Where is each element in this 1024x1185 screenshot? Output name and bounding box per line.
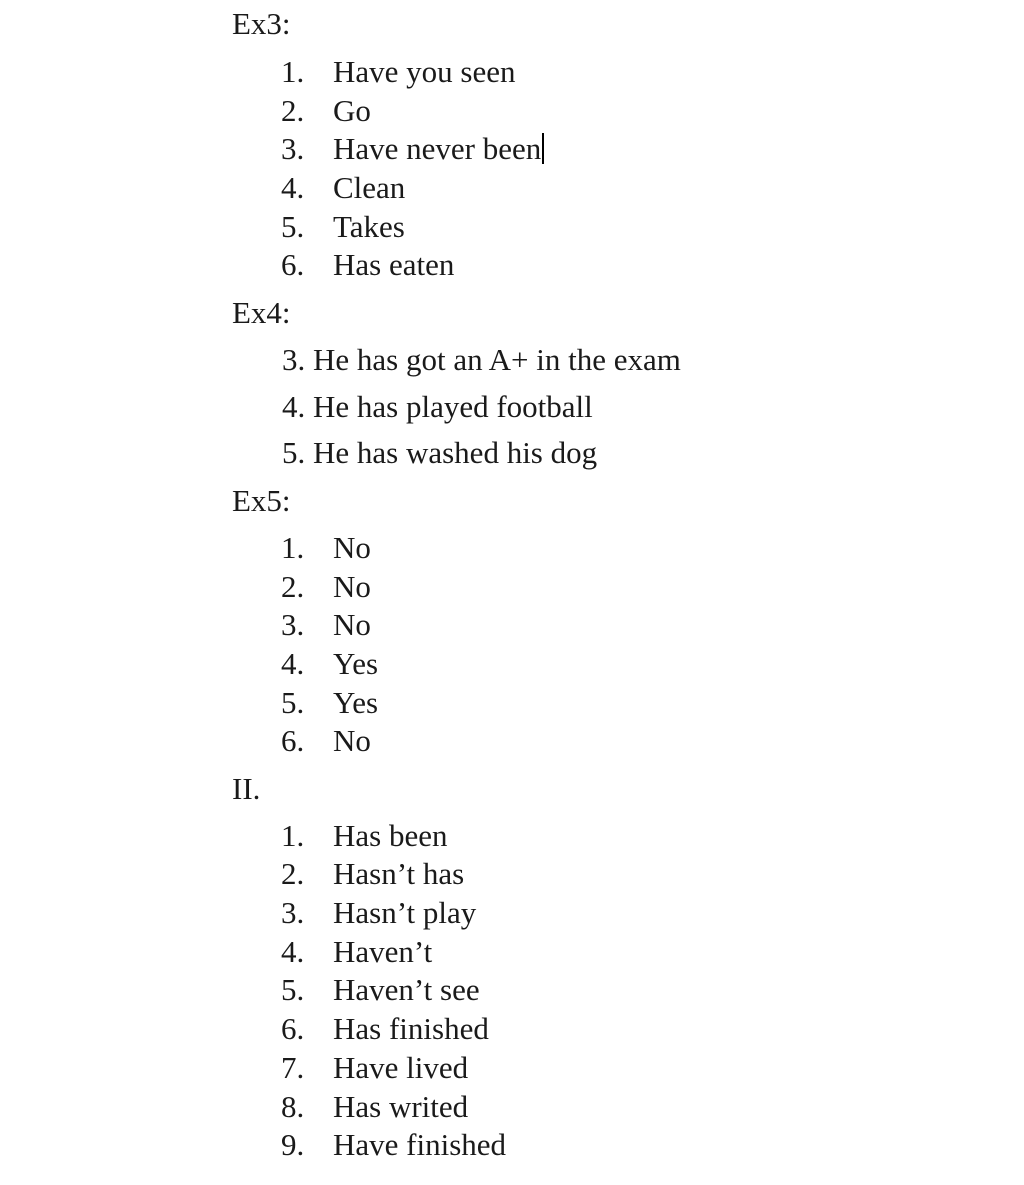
list-text: No bbox=[333, 607, 371, 642]
list-number: 4. bbox=[281, 170, 305, 205]
list-number: 2. bbox=[281, 856, 305, 891]
list-number: 3. bbox=[281, 607, 305, 642]
list-text: No bbox=[333, 723, 371, 758]
section-heading-ex3: Ex3: bbox=[232, 6, 291, 41]
list-number: 1. bbox=[281, 530, 305, 565]
list-text: No bbox=[333, 530, 371, 565]
list-text: Go bbox=[333, 93, 371, 128]
list-text: Have never been bbox=[333, 131, 542, 166]
section-heading-ex4: Ex4: bbox=[232, 295, 291, 330]
list-text: Hasn’t play bbox=[333, 895, 477, 930]
list-text: He has got an A+ in the exam bbox=[313, 342, 681, 377]
list-text: Hasn’t has bbox=[333, 856, 465, 891]
list-text: Haven’t bbox=[333, 934, 433, 969]
list-text: Has writed bbox=[333, 1089, 469, 1124]
list-number: 3. bbox=[281, 895, 305, 930]
list-number: 2. bbox=[281, 93, 305, 128]
sentence-item bbox=[282, 435, 597, 471]
list-text: Clean bbox=[333, 170, 406, 205]
list-number: 3. bbox=[282, 342, 306, 377]
list-number: 8. bbox=[281, 1089, 305, 1124]
list-text: No bbox=[333, 569, 371, 604]
list-number: 6. bbox=[281, 723, 305, 758]
list-text: He has washed his dog bbox=[313, 435, 598, 470]
list-number: 9. bbox=[281, 1127, 305, 1162]
list-number: 4. bbox=[281, 646, 305, 681]
list-text: Has finished bbox=[333, 1011, 489, 1046]
list-text: Takes bbox=[333, 209, 405, 244]
list-number: 5. bbox=[281, 685, 305, 720]
list-number: 3. bbox=[281, 131, 305, 166]
sentence-item bbox=[282, 342, 681, 378]
list-number: 5. bbox=[281, 972, 305, 1007]
section-heading-ex5: Ex5: bbox=[232, 483, 291, 518]
list-text: Have you seen bbox=[333, 54, 516, 89]
sentence-item bbox=[282, 389, 593, 425]
section-heading-part-2: II. bbox=[232, 771, 261, 806]
list-number: 6. bbox=[281, 247, 305, 282]
list-text: Has eaten bbox=[333, 247, 455, 282]
list-number: 4. bbox=[282, 389, 306, 424]
list-text: He has played football bbox=[313, 389, 593, 424]
list-text-with-cursor bbox=[333, 131, 544, 167]
list-text: Have finished bbox=[333, 1127, 507, 1162]
list-text: Haven’t see bbox=[333, 972, 480, 1007]
list-number: 1. bbox=[281, 818, 305, 853]
text-cursor bbox=[542, 133, 544, 164]
list-number: 2. bbox=[281, 569, 305, 604]
list-number: 5. bbox=[282, 435, 306, 470]
list-text: Has been bbox=[333, 818, 448, 853]
list-number: 1. bbox=[281, 54, 305, 89]
list-text: Yes bbox=[333, 685, 379, 720]
list-text: Yes bbox=[333, 646, 379, 681]
list-number: 7. bbox=[281, 1050, 305, 1085]
list-number: 6. bbox=[281, 1011, 305, 1046]
list-text: Have lived bbox=[333, 1050, 469, 1085]
list-number: 5. bbox=[281, 209, 305, 244]
list-number: 4. bbox=[281, 934, 305, 969]
